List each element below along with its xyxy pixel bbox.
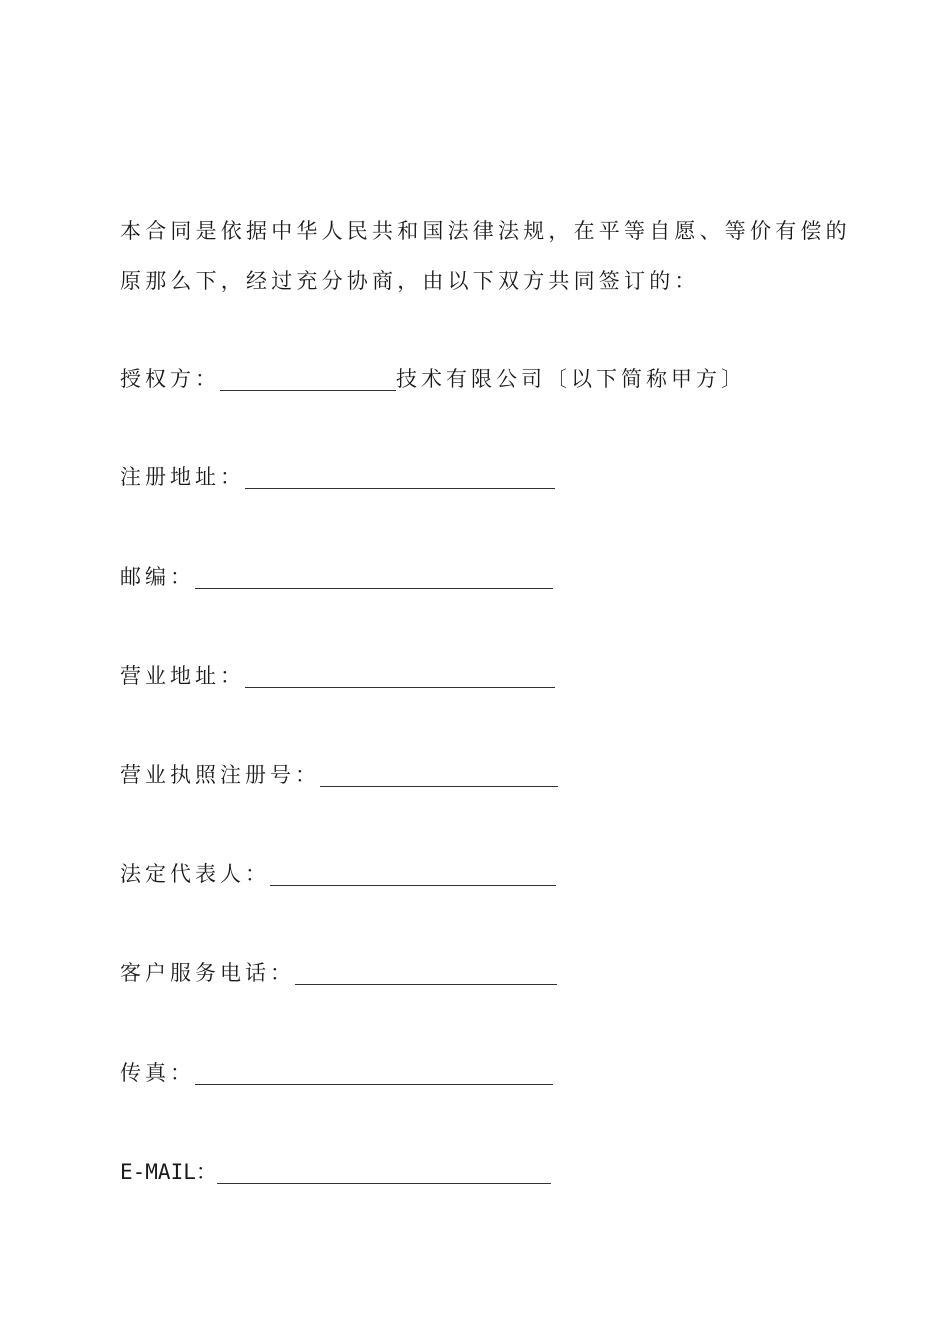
registered-address-blank[interactable] (245, 464, 555, 489)
licensor-label: 授权方： (120, 367, 220, 391)
email-blank[interactable] (217, 1159, 551, 1184)
postcode-label: 邮编： (120, 565, 195, 589)
business-address-row (120, 655, 555, 691)
business-license-blank[interactable] (320, 762, 558, 787)
licensor-suffix: 技术有限公司〔以下简称甲方〕 (396, 367, 746, 391)
business-address-label: 营业地址： (120, 664, 245, 688)
legal-representative-label: 法定代表人： (120, 862, 270, 886)
fax-label: 传真： (120, 1061, 195, 1085)
registered-address-row (120, 456, 555, 492)
email-label: E-MAIL： (120, 1160, 217, 1184)
business-address-blank[interactable] (245, 663, 555, 688)
fax-blank[interactable] (195, 1060, 553, 1085)
legal-representative-blank[interactable] (270, 861, 556, 886)
licensor-row (120, 358, 746, 394)
intro-line-1: 本合同是依据中华人民共和国法律法规，在平等自愿、等价有偿的 (120, 219, 851, 243)
legal-representative-row (120, 853, 556, 889)
email-row (120, 1151, 551, 1187)
postcode-row (120, 556, 553, 592)
licensor-blank[interactable] (220, 366, 396, 391)
registered-address-label: 注册地址： (120, 465, 245, 489)
business-license-label: 营业执照注册号： (120, 763, 320, 787)
customer-service-phone-label: 客户服务电话： (120, 961, 295, 985)
fax-row (120, 1052, 553, 1088)
contract-intro-paragraph (120, 206, 851, 306)
customer-service-phone-row (120, 952, 557, 988)
intro-line-2: 原那么下，经过充分协商，由以下双方共同签订的： (120, 269, 700, 293)
postcode-blank[interactable] (195, 564, 553, 589)
business-license-row (120, 754, 558, 790)
customer-service-phone-blank[interactable] (295, 960, 557, 985)
